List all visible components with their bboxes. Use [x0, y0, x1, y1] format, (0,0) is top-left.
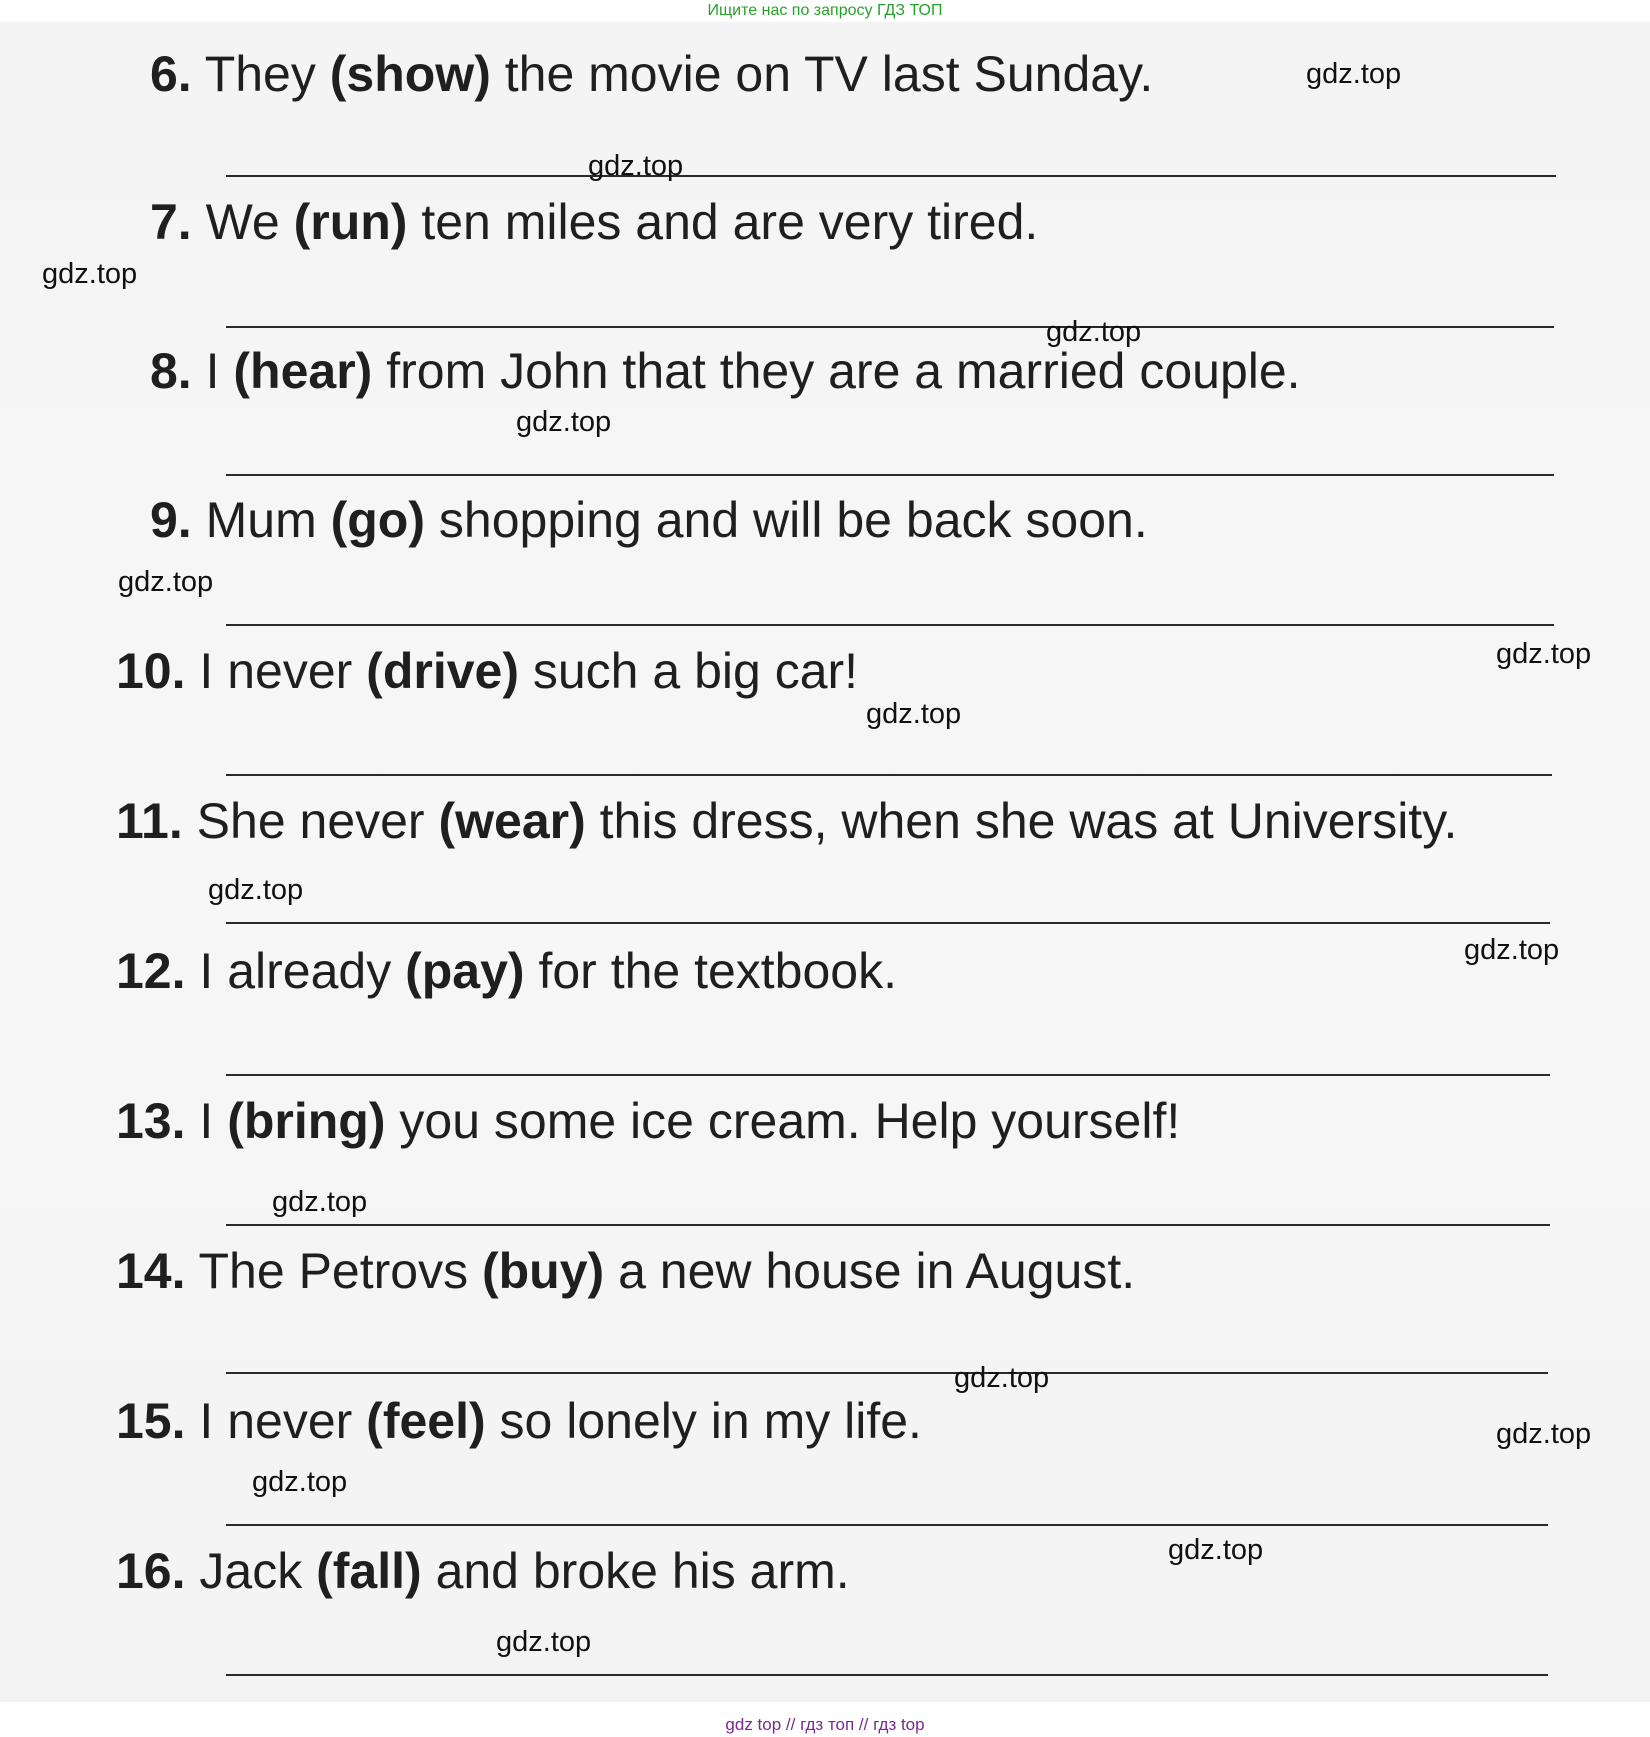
- watermark: gdz.top: [208, 874, 304, 906]
- exercise-number: 10.: [116, 643, 186, 699]
- exercise-verb: (show): [329, 46, 491, 102]
- watermark: gdz.top: [252, 1466, 348, 1498]
- exercise-text-after: such a big car!: [518, 643, 859, 699]
- exercise-text-after: a new house in August.: [604, 1243, 1136, 1299]
- exercise-verb: (run): [293, 194, 408, 250]
- exercise-14: [116, 1241, 1135, 1301]
- exercise-text-after: and broke his arm.: [421, 1543, 850, 1599]
- watermark: gdz.top: [1464, 934, 1560, 966]
- exercise-text-before: We: [205, 194, 294, 250]
- watermark: gdz.top: [1496, 638, 1592, 670]
- exercise-text-before: I already: [199, 943, 406, 999]
- watermark: gdz.top: [272, 1186, 368, 1218]
- exercise-number: 14.: [116, 1243, 186, 1299]
- exercise-verb: (fall): [316, 1543, 422, 1599]
- exercise-11: [116, 791, 1457, 851]
- answer-line-7[interactable]: [226, 326, 1554, 328]
- exercise-text-before: They: [204, 46, 330, 102]
- exercise-text-after: ten miles and are very tired.: [407, 194, 1039, 250]
- answer-line-9[interactable]: [226, 624, 1554, 626]
- watermark: gdz.top: [118, 566, 214, 598]
- exercise-verb: (pay): [405, 943, 525, 999]
- exercise-verb: (bring): [227, 1093, 386, 1149]
- exercise-text-after: from John that they are a married couple.: [372, 343, 1301, 399]
- exercise-12: [116, 941, 897, 1001]
- watermark: gdz.top: [1046, 316, 1142, 348]
- answer-line-16[interactable]: [226, 1674, 1548, 1676]
- exercise-15: [116, 1391, 922, 1451]
- exercise-text-before: Jack: [199, 1543, 317, 1599]
- exercise-text-before: She never: [196, 793, 439, 849]
- top-banner: Ищите нас по запросу ГДЗ ТОП: [707, 2, 943, 19]
- exercise-number: 9.: [150, 492, 192, 548]
- watermark: gdz.top: [42, 258, 138, 290]
- exercise-text-before: I never: [199, 643, 367, 699]
- exercise-9: [150, 490, 1148, 550]
- exercise-number: 8.: [150, 343, 192, 399]
- exercise-text-after: this dress, when she was at University.: [585, 793, 1458, 849]
- exercise-text-after: so lonely in my life.: [485, 1393, 922, 1449]
- exercise-verb: (buy): [481, 1243, 605, 1299]
- answer-line-14[interactable]: [226, 1372, 1548, 1374]
- exercise-verb: (wear): [438, 793, 586, 849]
- exercise-verb: (feel): [366, 1393, 486, 1449]
- exercise-text-before: I: [205, 343, 234, 399]
- watermark: gdz.top: [588, 150, 684, 182]
- exercise-verb: (hear): [233, 343, 373, 399]
- exercise-text-after: for the textbook.: [524, 943, 897, 999]
- answer-line-11[interactable]: [226, 922, 1550, 924]
- exercise-10: [116, 641, 858, 701]
- watermark: gdz.top: [1496, 1418, 1592, 1450]
- answer-line-10[interactable]: [226, 774, 1552, 776]
- exercise-number: 16.: [116, 1543, 186, 1599]
- exercise-7: [150, 192, 1038, 252]
- exercise-13: [116, 1091, 1180, 1151]
- exercise-number: 6.: [150, 46, 192, 102]
- footer-text: gdz top // гдз топ // гдз top: [725, 1715, 925, 1734]
- watermark: gdz.top: [866, 698, 962, 730]
- exercise-text-before: I never: [199, 1393, 367, 1449]
- exercise-8: [150, 341, 1301, 401]
- answer-line-8[interactable]: [226, 474, 1554, 476]
- exercise-text-after: shopping and will be back soon.: [425, 492, 1148, 548]
- watermark: gdz.top: [1306, 58, 1402, 90]
- answer-line-13[interactable]: [226, 1224, 1550, 1226]
- answer-line-15[interactable]: [226, 1524, 1548, 1526]
- exercise-number: 15.: [116, 1393, 186, 1449]
- exercise-verb: (drive): [366, 643, 519, 699]
- exercise-number: 7.: [150, 194, 192, 250]
- watermark: gdz.top: [1168, 1534, 1264, 1566]
- exercise-number: 12.: [116, 943, 186, 999]
- exercise-text-after: you some ice cream. Help yourself!: [385, 1093, 1181, 1149]
- exercise-16: [116, 1541, 850, 1601]
- exercise-number: 11.: [116, 793, 183, 849]
- watermark: gdz.top: [954, 1362, 1050, 1394]
- exercise-text-before: Mum: [205, 492, 331, 548]
- answer-line-12[interactable]: [226, 1074, 1550, 1076]
- exercise-text-before: I: [199, 1093, 228, 1149]
- exercise-text-before: The Petrovs: [198, 1243, 482, 1299]
- exercise-verb: (go): [330, 492, 425, 548]
- exercise-text-after: the movie on TV last Sunday.: [490, 46, 1154, 102]
- watermark: gdz.top: [496, 1626, 592, 1658]
- watermark: gdz.top: [516, 406, 612, 438]
- exercise-6: [150, 44, 1153, 104]
- answer-line-6[interactable]: [226, 175, 1556, 177]
- exercise-number: 13.: [116, 1093, 186, 1149]
